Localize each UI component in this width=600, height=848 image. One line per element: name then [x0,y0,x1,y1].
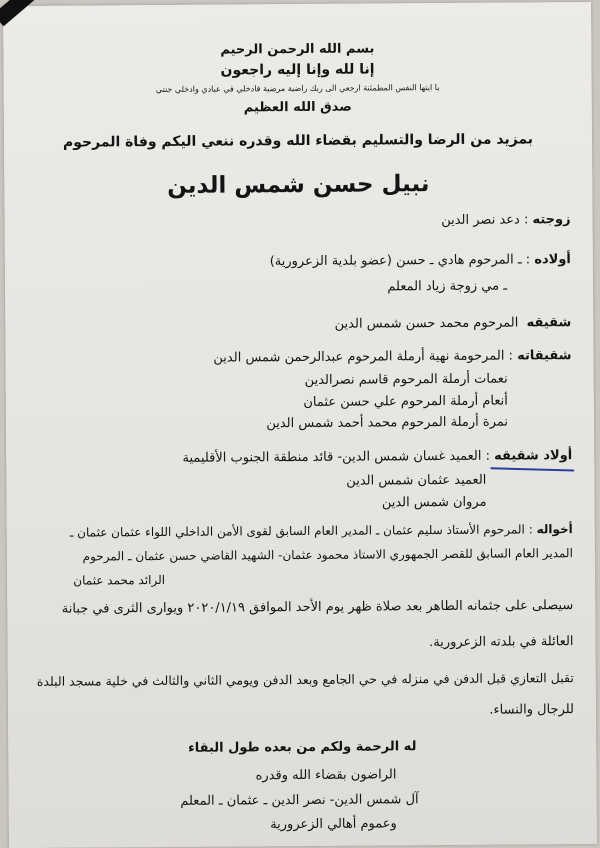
wife-value: : دعد نصر الدين [441,212,529,229]
nephews-underline [490,467,574,471]
brother-value: المرحوم محمد حسن شمس الدين [334,315,519,332]
sisters-line-1: : المرحومة نهية أرملة المرحوم عبدالرحمن شمس الدين [213,348,513,366]
sisters-label: شقيقاته [517,348,572,364]
nephews-row [182,448,572,466]
uncles-row [70,522,573,540]
uncles-line-2: المدير العام السابق للقصر الجمهوري الاستاذ محمود عثمان- الشهيد القاضي حسن عثمان ـ المرحوم [82,546,573,564]
brother-row [335,315,572,332]
wife-row [441,212,570,228]
signature-line-3: وعموم أهالي الزعرورية [270,816,397,833]
nephews-line-3: مروان شمس الدين [381,494,487,511]
signature-line-1: الراضون بقضاء الله وقدره [255,767,397,784]
quran-verse: يا ايتها النفس المطمئنة ارجعي الى ربك راضية مرضية فادخلي في عبادي وادخلي جنتي [155,83,440,94]
children-line-1: : ـ المرحوم هادي ـ حسن (عضو بلدية الزعرورية) [269,252,531,270]
basmala: بسم الله الرحمن الرحيم [220,41,375,58]
condolences-line-1: تقبل التعازي قبل الدفن في منزله في حي الجامع وبعد الدفن ويومي الثاني والثالث في خلية مسجد البلدة [36,670,574,689]
mourning-ribbon [0,0,95,26]
sisters-line-2: نعمات أرملة المرحوم قاسم نصرالدين [304,371,508,388]
nephews-line-1: : العميد غسان شمس الدين- قائد منطقة الجنوب الأقليمية [182,448,491,466]
intro-line: بمزيد من الرضا والتسليم بقضاء الله وقدره ننعي اليكم وفاة المرحوم [62,131,534,151]
children-row [270,252,571,269]
signature-line-2: آل شمس الدين- نصر الدين ـ عثمان ـ المعلم [180,792,419,809]
deceased-name: نبيل حسن شمس الدين [167,171,430,199]
wife-label: زوجته [532,212,571,228]
uncles-line-3: الرائد محمد عثمان [73,572,166,588]
condolences-line-2: للرجال والنساء. [489,702,575,718]
obituary-paper [3,2,597,848]
uncles-line-1: : المرحوم الأستاذ سليم عثمان ـ المدير العام السابق لقوى الأمن الداخلي اللواء عثمان عثمان ـ [69,522,533,540]
sisters-line-3: أنعام أرملة المرحوم علي حسن عثمان [303,393,508,410]
sisters-line-4: نمرة أرملة المرحوم محمد أحمد شمس الدين [266,414,509,432]
funeral-line-1: سيصلى على جثمانه الطاهر بعد صلاة ظهر يوم الأحد الموافق ٢٠٢٠/١/١٩ ويوارى الثرى في جبانة [61,598,574,617]
children-line-2: ـ مي زوجة زياد المعلم [387,278,508,295]
sisters-row [213,348,571,365]
closing-line: له الرحمة ولكم من بعده طول البقاء [187,739,417,756]
funeral-line-2: العائلة في بلدته الزعرورية. [429,634,574,651]
children-label: أولاده [534,252,571,268]
brother-label: شقيقه [526,315,572,331]
nephews-label: أولاد شقيقه [494,448,573,464]
sadaq: صدق الله العظيم [243,99,352,116]
uncles-label: أخواله [536,522,573,537]
inna-lillah: إنا لله وإنا إليه راجعون [220,61,375,79]
nephews-line-2: العميد عثمان شمس الدين [346,472,487,489]
